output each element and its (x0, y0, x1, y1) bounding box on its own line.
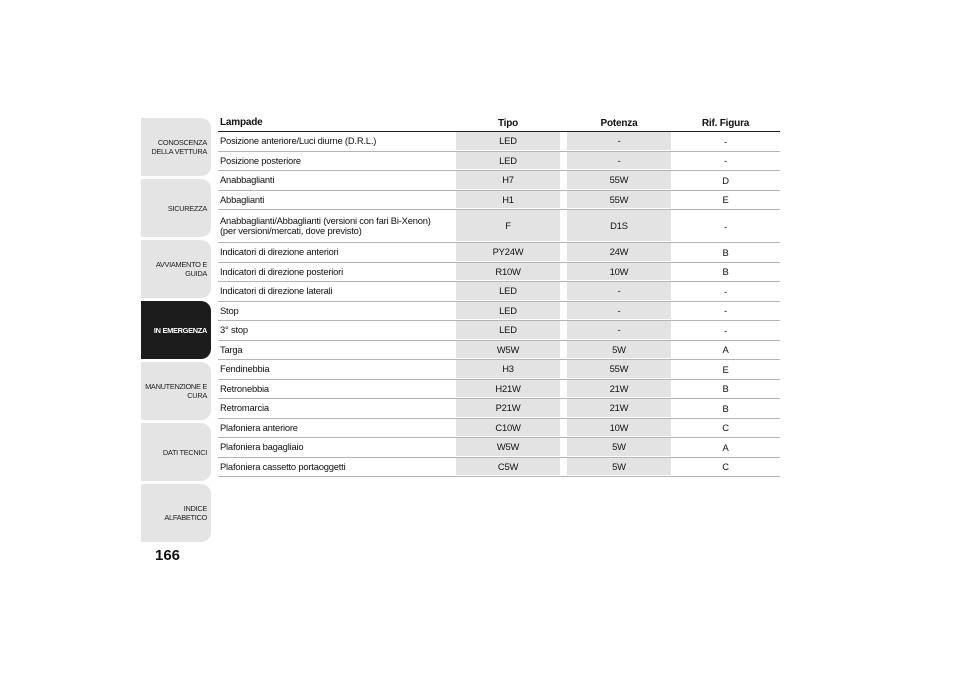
figure-ref-cell: - (724, 220, 727, 232)
column-gap (560, 263, 567, 282)
figure-ref-cell: - (724, 135, 727, 147)
lamp-power-cell: - (567, 302, 671, 321)
lamp-power-cell: 21W (567, 399, 671, 418)
nav-tab-label: DATI TECNICI (162, 447, 207, 457)
column-gap (560, 438, 567, 457)
lamp-type-cell: H3 (456, 360, 560, 379)
column-gap (560, 210, 567, 242)
table-row (218, 210, 780, 243)
column-gap (560, 191, 567, 210)
table-row (218, 360, 780, 380)
table-row (218, 171, 780, 191)
figure-ref-cell: A (722, 441, 729, 453)
lamp-type-cell: W5W (456, 438, 560, 457)
column-gap (560, 171, 567, 190)
column-gap (560, 380, 567, 399)
lamp-name-cell: Plafoniera bagagliaio (220, 441, 304, 453)
header-lampade: Lampade (220, 117, 263, 128)
page-number: 166 (155, 547, 181, 564)
table-row (218, 321, 780, 341)
lamp-type-cell: W5W (456, 341, 560, 360)
lamp-type-cell: LED (456, 321, 560, 340)
nav-tab-indice[interactable] (141, 484, 211, 542)
lamp-name-cell: Abbaglianti (220, 193, 265, 205)
lamp-name-cell: Posizione anteriore/Luci diurne (D.R.L.) (220, 135, 377, 147)
figure-ref-cell: - (724, 285, 727, 297)
lamp-type-cell: LED (456, 282, 560, 301)
lamp-type-cell: C5W (456, 458, 560, 477)
lamp-name-cell: Anabbaglianti/Abbaglianti (versioni con fari Bi-Xenon) (per versioni/mercati, dove previsto) (220, 215, 431, 236)
lamp-name-cell: 3° stop (220, 324, 248, 336)
lamp-name-cell: Plafoniera anteriore (220, 421, 298, 433)
table-row (218, 263, 780, 283)
lamp-name-cell: Fendinebbia (220, 363, 270, 375)
header-potenza: Potenza (600, 117, 638, 129)
column-gap (560, 282, 567, 301)
table-row (218, 458, 780, 478)
figure-ref-cell: B (722, 266, 729, 278)
lamp-power-cell: D1S (567, 210, 671, 242)
lamp-power-cell: 10W (567, 263, 671, 282)
figure-ref-cell: - (724, 324, 727, 336)
lamp-power-cell: - (567, 282, 671, 301)
lamp-type-cell: PY24W (456, 243, 560, 262)
lamp-name-cell: Stop (220, 304, 239, 316)
table-row (218, 438, 780, 458)
column-gap (560, 458, 567, 477)
table-row (218, 191, 780, 211)
column-gap (560, 132, 567, 151)
table-row (218, 152, 780, 172)
nav-tab-label: AVVIAMENTO E GUIDA (155, 260, 207, 278)
figure-ref-cell: D (722, 174, 729, 186)
lamp-name-cell: Anabbaglianti (220, 174, 275, 186)
table-row (218, 380, 780, 400)
lamp-power-cell: 5W (567, 341, 671, 360)
column-gap (560, 341, 567, 360)
nav-tab-manutenzione[interactable] (141, 362, 211, 420)
lamp-name-cell: Retromarcia (220, 402, 269, 414)
nav-tab-label: CONOSCENZA DELLA VETTURA (151, 138, 207, 156)
figure-ref-cell: E (722, 363, 729, 375)
column-gap (560, 360, 567, 379)
column-gap (560, 115, 567, 131)
lamp-type-cell: C10W (456, 419, 560, 438)
nav-tab-label: SICUREZZA (167, 203, 207, 213)
lamp-table (218, 115, 780, 477)
column-gap (560, 399, 567, 418)
lamp-name-cell: Plafoniera cassetto portaoggetti (220, 460, 346, 472)
column-gap (560, 321, 567, 340)
column-gap (560, 302, 567, 321)
nav-tab-avviamento[interactable] (141, 240, 211, 298)
figure-ref-cell: B (722, 383, 729, 395)
lamp-power-cell: 10W (567, 419, 671, 438)
figure-ref-cell: C (722, 422, 729, 434)
lamp-power-cell: 5W (567, 458, 671, 477)
table-row (218, 302, 780, 322)
lamp-type-cell: H7 (456, 171, 560, 190)
lamp-type-cell: R10W (456, 263, 560, 282)
lamp-name-cell: Indicatori di direzione anteriori (220, 246, 339, 258)
nav-tab-label: INDICE ALFABETICO (164, 504, 207, 522)
lamp-type-cell: H1 (456, 191, 560, 210)
nav-tab-conoscenza[interactable] (141, 118, 211, 176)
table-row (218, 419, 780, 439)
nav-tab-sicurezza[interactable] (141, 179, 211, 237)
lamp-name-cell: Indicatori di direzione laterali (220, 285, 333, 297)
lamp-type-cell: LED (456, 132, 560, 151)
table-row (218, 243, 780, 263)
lamp-name-cell: Posizione posteriore (220, 154, 301, 166)
lamp-power-cell: - (567, 321, 671, 340)
lamp-power-cell: 55W (567, 191, 671, 210)
table-body (218, 132, 780, 477)
lamp-type-cell: F (456, 210, 560, 242)
lamp-power-cell: 55W (567, 360, 671, 379)
lamp-name-cell: Targa (220, 343, 243, 355)
lamp-type-cell: LED (456, 152, 560, 171)
lamp-power-cell: 21W (567, 380, 671, 399)
lamp-type-cell: LED (456, 302, 560, 321)
table-row (218, 132, 780, 152)
figure-ref-cell: - (724, 155, 727, 167)
nav-tab-dati-tecnici[interactable] (141, 423, 211, 481)
lamp-power-cell: - (567, 132, 671, 151)
nav-tab-label: IN EMERGENZA (153, 325, 207, 335)
nav-tab-emergenza[interactable] (141, 301, 211, 359)
figure-ref-cell: B (722, 402, 729, 414)
lamp-name-cell: Indicatori di direzione posteriori (220, 265, 343, 277)
lamp-power-cell: 5W (567, 438, 671, 457)
table-row (218, 399, 780, 419)
column-gap (560, 152, 567, 171)
figure-ref-cell: - (724, 305, 727, 317)
header-tipo: Tipo (497, 117, 519, 129)
nav-tab-label: MANUTENZIONE E CURA (145, 382, 207, 400)
figure-ref-cell: B (722, 246, 729, 258)
lamp-power-cell: - (567, 152, 671, 171)
table-row (218, 282, 780, 302)
lamp-power-cell: 24W (567, 243, 671, 262)
column-gap (560, 419, 567, 438)
column-gap (560, 243, 567, 262)
header-rif-figura: Rif. Figura (701, 117, 750, 129)
figure-ref-cell: A (722, 344, 729, 356)
lamp-name-cell: Retronebbia (220, 382, 269, 394)
figure-ref-cell: C (722, 461, 729, 473)
table-row (218, 341, 780, 361)
lamp-type-cell: H21W (456, 380, 560, 399)
figure-ref-cell: E (722, 194, 729, 206)
lamp-type-cell: P21W (456, 399, 560, 418)
lamp-power-cell: 55W (567, 171, 671, 190)
table-header-row (218, 115, 780, 132)
